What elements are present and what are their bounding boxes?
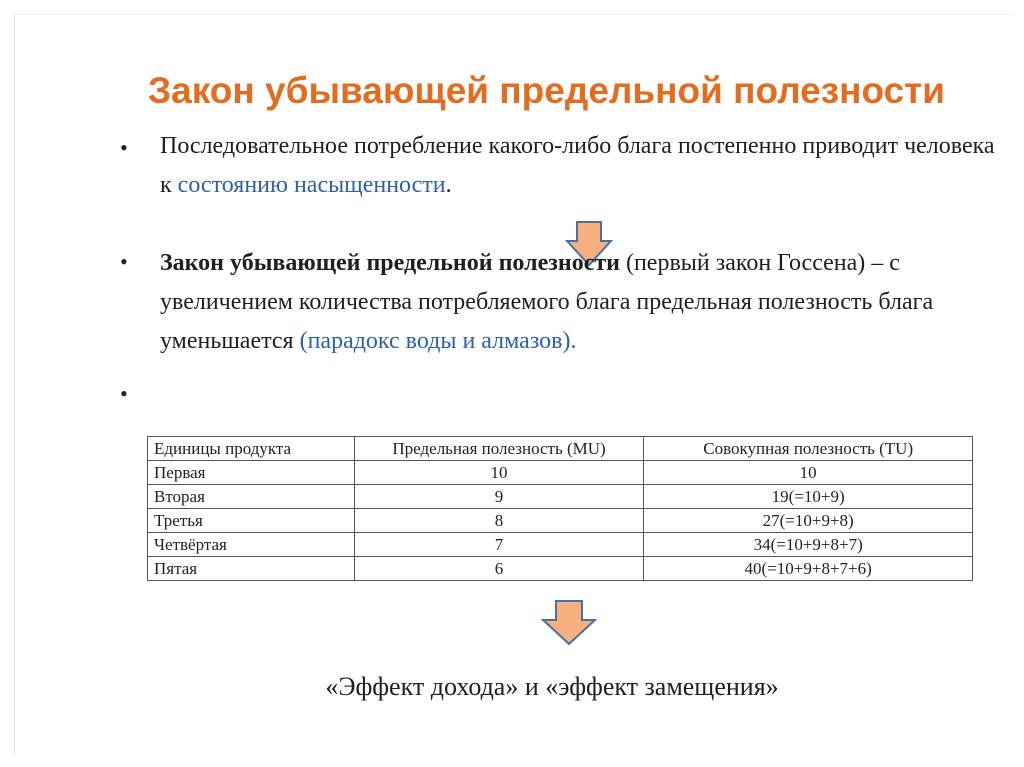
cell-unit: Первая: [148, 461, 355, 485]
header-mu: Предельная полезность (MU): [354, 437, 644, 461]
bullet-1-tail: .: [445, 172, 452, 198]
cell-unit: Третья: [148, 509, 355, 533]
header-units: Единицы продукта: [148, 437, 355, 461]
bullet-marker-1: •: [120, 135, 128, 160]
bullet-text-1: [160, 127, 1010, 205]
footer-caption: «Эффект дохода» и «эффект замещения»: [325, 672, 779, 701]
cell-tu: 19(=10+9): [644, 485, 973, 509]
bullet-2-text: (первый закон Госсена) – с увеличением количества потребляемого блага предельная полезность блага уменьшается: [160, 250, 934, 354]
slide-border: [14, 14, 1013, 755]
table-row: [148, 557, 973, 581]
cell-mu: 6: [354, 557, 644, 581]
table-row: [148, 485, 973, 509]
bullet-marker-2: •: [120, 249, 128, 274]
slide-title: Закон убывающей предельной полезности: [148, 70, 946, 111]
cell-unit: Четвёртая: [148, 533, 355, 557]
bullet-text-2: [160, 244, 1005, 361]
cell-mu: 9: [354, 485, 644, 509]
bullet-1-highlight: состоянию насыщенности: [177, 172, 446, 198]
header-tu: Совокупная полезность (TU): [644, 437, 973, 461]
bullet-1-text: Последовательное потребление какого-либо блага постепенно приводит человека к: [160, 133, 995, 198]
cell-tu: 40(=10+9+8+7+6): [644, 557, 973, 581]
cell-mu: 10: [354, 461, 644, 485]
bullet-marker-3: •: [120, 381, 128, 406]
table-row: [148, 533, 973, 557]
cell-unit: Вторая: [148, 485, 355, 509]
utility-table: [147, 436, 973, 581]
cell-unit: Пятая: [148, 557, 355, 581]
cell-mu: 8: [354, 509, 644, 533]
bullet-2-highlight: (парадокс воды и алмазов).: [299, 328, 577, 354]
table-row: [148, 461, 973, 485]
cell-tu: 34(=10+9+8+7): [644, 533, 973, 557]
table-row: [148, 509, 973, 533]
down-arrow-icon-2: [541, 600, 597, 646]
bullet-2-bold: Закон убывающей предельной полезности: [160, 250, 620, 276]
cell-tu: 27(=10+9+8): [644, 509, 973, 533]
table-header-row: [148, 437, 973, 461]
cell-tu: 10: [644, 461, 973, 485]
cell-mu: 7: [354, 533, 644, 557]
